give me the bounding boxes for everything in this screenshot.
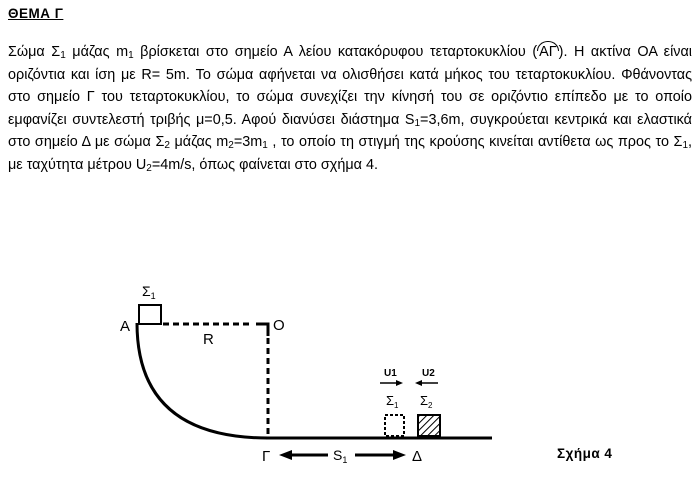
label-sigma1-mid: $\Sigma_1$ bbox=[386, 393, 399, 410]
distance-arrow-left-icon bbox=[279, 450, 328, 460]
right-angle-marker bbox=[256, 324, 268, 336]
figure-caption: Σχήμα 4 bbox=[557, 446, 613, 461]
label-sigma2: $\Sigma_2$ bbox=[420, 393, 433, 410]
body-sigma2-hatched bbox=[418, 415, 440, 436]
body-sigma1-dotted bbox=[385, 415, 404, 436]
label-radius: R bbox=[203, 331, 214, 348]
arc-notation: ΑΓ bbox=[537, 41, 559, 64]
distance-arrow-right-icon bbox=[355, 450, 406, 460]
label-velocity1: U1 bbox=[384, 368, 397, 379]
label-sigma1-top: $\Sigma_1$ bbox=[142, 283, 156, 301]
label-distance: $S_1$ bbox=[333, 447, 348, 465]
label-point-o: O bbox=[273, 317, 285, 334]
arrow-u2-icon bbox=[415, 380, 438, 386]
section-heading: ΘΕΜΑ Γ bbox=[8, 6, 64, 21]
label-point-a: Α bbox=[120, 318, 131, 335]
label-point-g: Γ bbox=[262, 448, 271, 465]
label-velocity2: U2 bbox=[422, 368, 435, 379]
body-sigma1-at-A bbox=[139, 305, 161, 324]
arrow-u1-icon bbox=[380, 380, 403, 386]
label-point-d: Δ bbox=[412, 448, 423, 465]
problem-text: Σώμα $\Sigma_1$ μάζας $m_1$ βρίσκεται στο σημείο Α λείου κατακόρυφου τεταρτοκυκλίου ( ΑΓ ). Η ακτίνα ΟΑ είναι οριζόντια και ίση με R= 5m. Το σώμα αφήνεται να ολισθήσει κατά μήκος του τεταρτοκυκλίου. Φθάνοντας στο σημείο Γ του τεταρτοκυκλίου, το σώμα συνεχίζει την κίνησή του σε οριζόντιο επίπεδο με το οποίο εμφανίζει συντελεστή τριβής μ=0,5. Αφού διανύσει διάστημα $S_1=3,6m$, συγκρούεται κεντρικά και ελαστικά στο σημείο Δ με σώμα $\Sigma_2$ μάζας $m_2=3m_1$ , το οποίο τη στιγμή της κρούσης κινείται αντίθετα ως προς το $\Sigma_1$, με ταχύτητα μέτρου $U_2=4m/s$, όπως φαίνεται στο σχήμα 4. bbox=[8, 41, 692, 177]
